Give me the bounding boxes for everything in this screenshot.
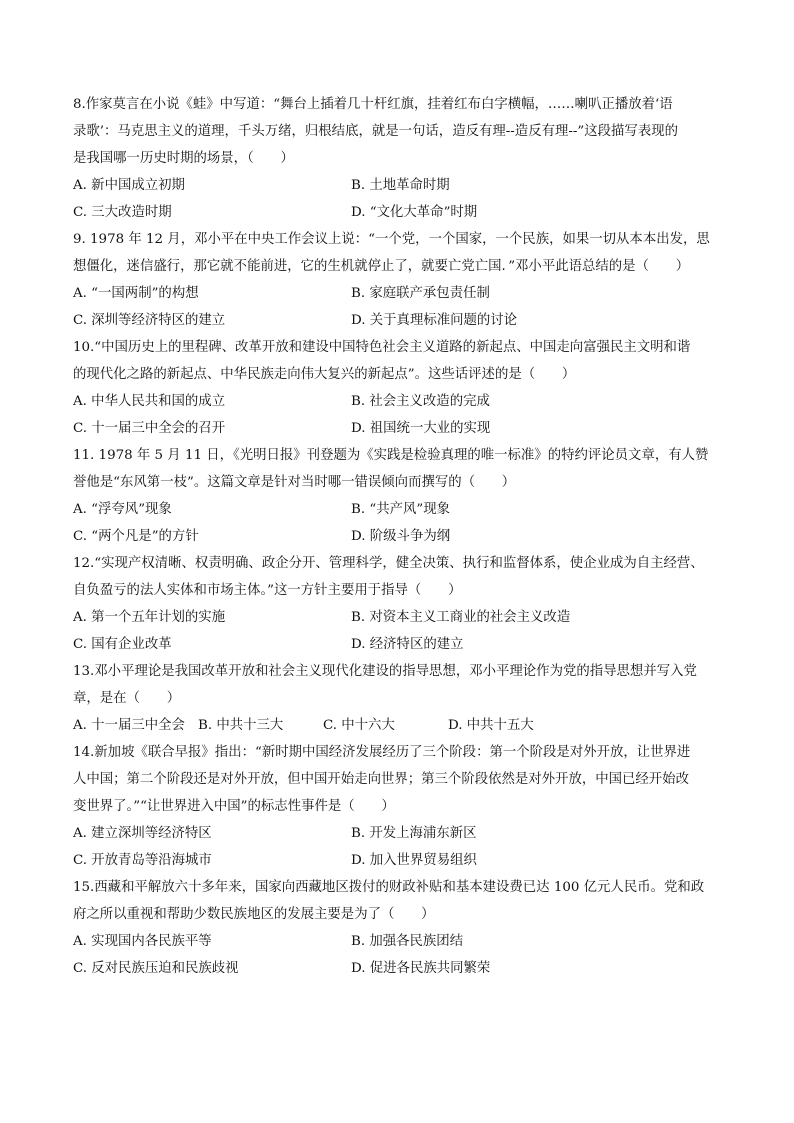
stem-line: 府之所以重视和帮助少数民族地区的发展主要是为了（ ）	[73, 907, 435, 922]
question-10	[73, 334, 725, 442]
option-b: B. 加强各民族团结	[351, 934, 464, 949]
stem-line: 15.西藏和平解放六十多年来，国家向西藏地区拨付的财政补贴和基本建设费已达 100 亿元人民币。党和政	[73, 880, 705, 895]
question-stem	[73, 550, 725, 604]
option-c: C. 十一届三中全会的召开	[73, 421, 226, 436]
option-b: B. “共产风”现象	[351, 502, 450, 517]
option-d: D. 关于真理标准问题的讨论	[351, 313, 518, 328]
question-12	[73, 550, 725, 658]
question-stem	[73, 739, 725, 820]
option-d: D. 祖国统一大业的实现	[351, 421, 491, 436]
option-a: A. 十一届三中全会	[73, 718, 185, 733]
question-stem	[73, 226, 725, 280]
option-d: D. 阶级斗争为纲	[351, 529, 451, 544]
option-a: A. 中华人民共和国的成立	[73, 394, 226, 409]
option-row	[73, 280, 725, 307]
stem-line: 誉他是“东风第一枝”。这篇文章是针对当时哪一错误倾向而撰写的（ ）	[73, 475, 516, 490]
option-row	[73, 172, 725, 199]
question-stem	[73, 442, 725, 496]
option-row	[73, 199, 725, 226]
option-row	[73, 847, 725, 874]
stem-line: 9. 1978 年 12 月，邓小平在中央工作会议上说：“一个党，一个国家，一个民族，如果一切从本本出发，思	[73, 232, 710, 247]
stem-line: 录歌’：马克思主义的道理，千头万绪，归根结底，就是一句话，造反有理--造反有理--”这段描写表现的	[73, 124, 678, 139]
option-a: A. 第一个五年计划的实施	[73, 610, 226, 625]
option-row	[73, 415, 725, 442]
option-a: A. “一国两制”的构想	[73, 286, 199, 301]
option-row	[73, 712, 725, 739]
stem-line: 的现代化之路的新起点、中华民族走向伟大复兴的新起点”。这些话评述的是（ ）	[73, 367, 576, 382]
option-a: A. 建立深圳等经济特区	[73, 826, 212, 841]
stem-line: 11. 1978 年 5 月 11 日，《光明日报》刊登题为《实践是检验真理的唯一标准》的特约评论员文章，有人赞	[73, 448, 709, 463]
option-c: C. 国有企业改革	[73, 637, 172, 652]
question-stem	[73, 874, 725, 928]
stem-line: 人中国；第二个阶段还是对外开放，但中国开始走向世界；第三个阶段依然是对外开放，中国已经开始改	[73, 772, 689, 787]
option-a: A. “浮夸风”现象	[73, 502, 172, 517]
question-8	[73, 91, 725, 226]
stem-line: 章，是在（ ）	[73, 691, 181, 706]
stem-line: 12.“实现产权清晰、权责明确、政企分开、管理科学，健全决策、执行和监督体系，使企业成为自主经营、	[73, 556, 704, 571]
option-a: A. 实现国内各民族平等	[73, 934, 212, 949]
option-row	[73, 955, 725, 982]
option-c: C. 中十六大	[323, 718, 395, 733]
option-row	[73, 928, 725, 955]
option-row	[73, 820, 725, 847]
stem-line: 14.新加坡《联合早报》指出：“新时期中国经济发展经历了三个阶段：第一个阶段是对外开放，让世界进	[73, 745, 691, 760]
question-11	[73, 442, 725, 550]
question-stem	[73, 91, 725, 172]
question-stem	[73, 658, 725, 712]
option-b: B. 社会主义改造的完成	[351, 394, 490, 409]
stem-line: 是我国哪一历史时期的场景，（ ）	[73, 151, 294, 166]
stem-line: 13.邓小平理论是我国改革开放和社会主义现代化建设的指导思想，邓小平理论作为党的指导思想并写入党	[73, 664, 697, 679]
option-row	[73, 631, 725, 658]
option-b: B. 开发上海浦东新区	[351, 826, 477, 841]
stem-line: 10.“中国历史上的里程碑、改革开放和建设中国特色社会主义道路的新起点、中国走向富强民主文明和谐	[73, 340, 691, 355]
option-c: C. 三大改造时期	[73, 205, 172, 220]
question-15	[73, 874, 725, 982]
option-d: D. 经济特区的建立	[351, 637, 464, 652]
option-row	[73, 523, 725, 550]
option-d: D. “文化大革命”时期	[351, 205, 478, 220]
option-a: A. 新中国成立初期	[73, 178, 185, 193]
option-c: C. 深圳等经济特区的建立	[73, 313, 226, 328]
option-d: D. 促进各民族共同繁荣	[351, 961, 491, 976]
exam-page	[73, 91, 725, 982]
option-c: C. “两个凡是”的方针	[73, 529, 199, 544]
question-stem	[73, 334, 725, 388]
stem-line: 变世界了。”“让世界进入中国”的标志性事件是（ ）	[73, 799, 395, 814]
option-b: B. 土地革命时期	[351, 178, 450, 193]
option-row	[73, 496, 725, 523]
option-row	[73, 307, 725, 334]
option-c: C. 反对民族压迫和民族歧视	[73, 961, 239, 976]
option-row	[73, 388, 725, 415]
option-row	[73, 604, 725, 631]
question-9	[73, 226, 725, 334]
stem-line: 自负盈亏的法人实体和市场主体。”这一方针主要用于指导（ ）	[73, 583, 462, 598]
question-13	[73, 658, 725, 739]
option-d: D. 加入世界贸易组织	[351, 853, 477, 868]
option-c: C. 开放青岛等沿海城市	[73, 853, 212, 868]
stem-line: 8.作家莫言在小说《蛙》中写道：“舞台上插着几十杆红旗，挂着红布白字横幅，……喇叭正播放着‘语	[73, 97, 673, 112]
option-b: B. 对资本主义工商业的社会主义改造	[351, 610, 571, 625]
stem-line: 想僵化，迷信盛行，那它就不能前进，它的生机就停止了，就要亡党亡国．”邓小平此语总结的是（ ）	[73, 259, 690, 274]
question-14	[73, 739, 725, 874]
option-b: B. 中共十三大	[198, 718, 284, 733]
option-b: B. 家庭联产承包责任制	[351, 286, 490, 301]
option-d: D. 中共十五大	[448, 718, 534, 733]
